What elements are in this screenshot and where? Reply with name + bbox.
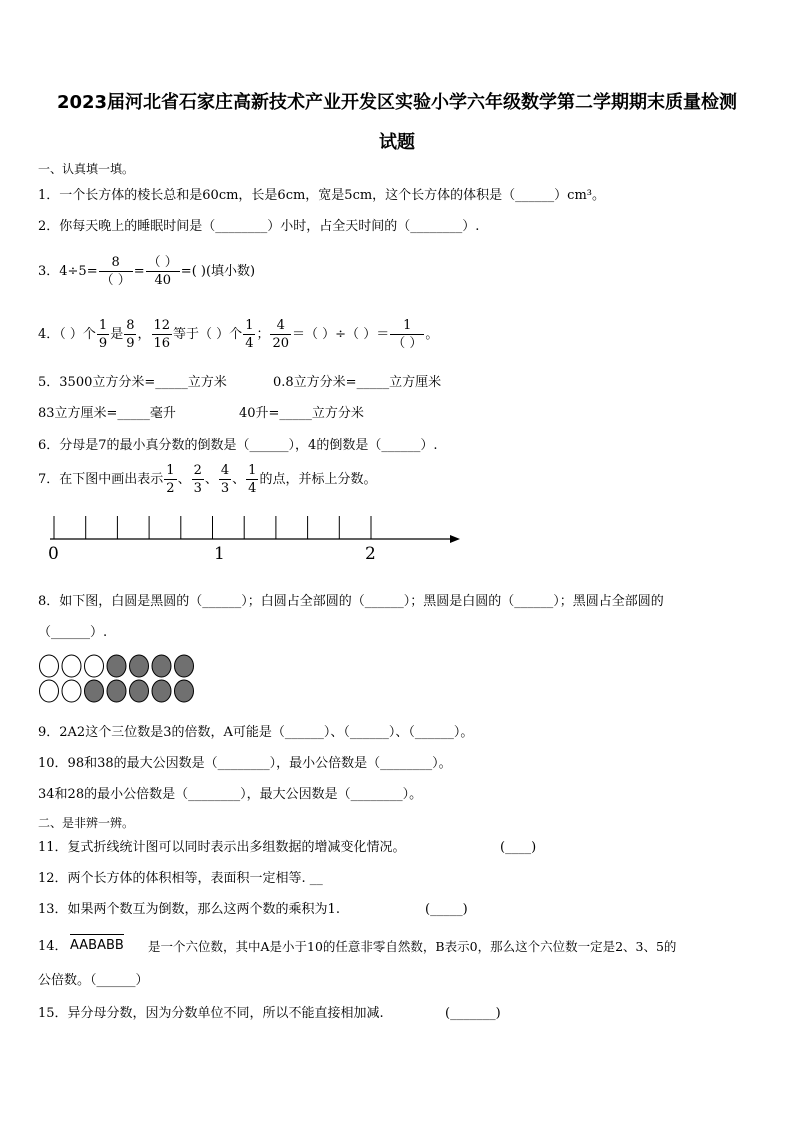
number-line-ticks <box>54 516 371 539</box>
question-13-answer: (_____) <box>425 902 468 917</box>
question-10-line2: 34和28的最小公倍数是（________），最大公因数是（________）。 <box>38 787 423 802</box>
circle-diagram <box>38 653 198 703</box>
q7-fraction-1: $\frac{1}{2}$ <box>166 463 175 496</box>
q4-part5: ； <box>256 327 270 342</box>
black-circle <box>175 655 194 677</box>
question-12: 12．两个长方体的体积相等，表面积一定相等. __ <box>38 871 323 886</box>
axis-label-2: 2 <box>365 544 376 564</box>
white-circle <box>40 680 59 702</box>
q4-part6: ＝（ ）÷（ ）＝ <box>292 327 390 342</box>
q4-part2: 是 <box>110 327 124 342</box>
black-circle <box>107 680 126 702</box>
overlined-number: AABABB <box>70 934 124 954</box>
q7-fraction-2: $\frac{2}{3}$ <box>193 463 202 496</box>
question-8-line2: （______）. <box>38 625 108 640</box>
question-11: 11．复式折线统计图可以同时表示出多组数据的增减变化情况。 <box>38 840 406 855</box>
q4-fraction-e: $\frac{4}{20}$ <box>272 318 290 351</box>
q4-fraction-d: $\frac{1}{4}$ <box>245 318 254 351</box>
q4-fraction-c: $\frac{12}{16}$ <box>153 318 171 351</box>
q7-fraction-3: $\frac{4}{3}$ <box>220 463 230 496</box>
q4-part4: 等于（ ）个 <box>173 327 243 342</box>
question-14-prefix: 14． <box>38 939 68 954</box>
white-circle <box>62 680 81 702</box>
q7-prefix: 7．在下图中画出表示 <box>38 472 164 487</box>
black-circle <box>130 680 149 702</box>
section-heading-judge: 二、是非辨一辨。 <box>38 816 135 830</box>
black-circle <box>107 655 126 677</box>
number-line <box>40 508 470 568</box>
question-5-line1b: 0.8立方分米=_____立方厘米 <box>273 375 442 390</box>
question-14-text: 是一个六位数，其中A是小于10的任意非零自然数，B表示0，那么这个六位数一定是2、3、5的 <box>148 939 677 954</box>
q7-fraction-4: $\frac{1}{4}$ <box>248 463 257 496</box>
question-11-answer: (____) <box>500 840 537 855</box>
black-circle <box>152 655 171 677</box>
q7-sep2: 、 <box>204 472 218 487</box>
question-6: 6．分母是7的最小真分数的倒数是（______），4的倒数是（______）. <box>38 438 438 453</box>
q4-part1: 4．（ ）个 <box>38 327 96 342</box>
question-5-line2a: 83立方厘米=_____毫升 <box>38 406 176 421</box>
white-circle <box>40 655 59 677</box>
q4-fraction-g: $\frac{1}{( )}$ <box>392 318 423 351</box>
question-8-line1: 8．如下图，白圆是黑圆的（______）；白圆占全部圆的（______）；黑圆是白圆的（______）；黑圆占全部圆的 <box>38 594 664 609</box>
q7-suffix: 的点，并标上分数。 <box>259 472 377 487</box>
black-circle <box>175 680 194 702</box>
question-14-number <box>70 934 124 954</box>
black-circle <box>130 655 149 677</box>
q7-sep1: 、 <box>177 472 191 487</box>
question-13: 13．如果两个数互为倒数，那么这两个数的乘积为1. <box>38 902 340 917</box>
q3-prefix: 3．4÷5= <box>38 264 98 279</box>
q3-fraction-2: $\frac{( )}{40}$ <box>147 255 178 288</box>
q4-part3: ， <box>137 327 151 342</box>
question-15-answer: (_______) <box>445 1006 501 1021</box>
section-heading-fill: 一、认真填一填。 <box>38 162 135 176</box>
document-title-line1: 2023届河北省石家庄高新技术产业开发区实验小学六年级数学第二学期期末质量检测 <box>56 92 738 113</box>
question-5-line2b: 40升=_____立方分米 <box>239 406 364 421</box>
black-circle <box>152 680 171 702</box>
q4-fraction-a: $\frac{1}{9}$ <box>98 318 108 351</box>
q7-sep3: 、 <box>232 472 246 487</box>
question-10-line1: 10．98和38的最大公因数是（________），最小公倍数是（________）。 <box>38 756 452 771</box>
number-line-arrow-icon <box>450 535 460 543</box>
question-15: 15．异分母分数，因为分数单位不同，所以不能直接相加减. <box>38 1006 384 1021</box>
question-3 <box>38 253 255 291</box>
question-14-line2: 公倍数。（______） <box>38 973 149 988</box>
q4-part7: 。 <box>425 327 439 342</box>
q4-fraction-b: $\frac{8}{9}$ <box>126 318 135 351</box>
document-title-line2: 试题 <box>379 132 415 153</box>
question-1: 1．一个长方体的棱长总和是60cm，长是6cm，宽是5cm，这个长方体的体积是（______）cm³。 <box>38 188 605 203</box>
black-circle <box>85 680 104 702</box>
q3-equals: = <box>133 264 145 279</box>
q3-suffix: =( )(填小数) <box>180 264 256 279</box>
axis-label-0: 0 <box>48 544 59 564</box>
axis-label-1: 1 <box>214 544 225 564</box>
question-2: 2．你每天晚上的睡眠时间是（________）小时，占全天时间的（________）. <box>38 219 480 234</box>
white-circle <box>85 655 104 677</box>
question-4 <box>38 316 438 354</box>
question-9: 9．2A2这个三位数是3的倍数，A可能是（______）、（______）、（______）。 <box>38 725 474 740</box>
q3-fraction-1: $\frac{8}{( )}$ <box>100 255 131 288</box>
question-5-line1a: 5．3500立方分米=_____立方米 <box>38 375 227 390</box>
white-circle <box>62 655 81 677</box>
question-7 <box>38 461 376 499</box>
